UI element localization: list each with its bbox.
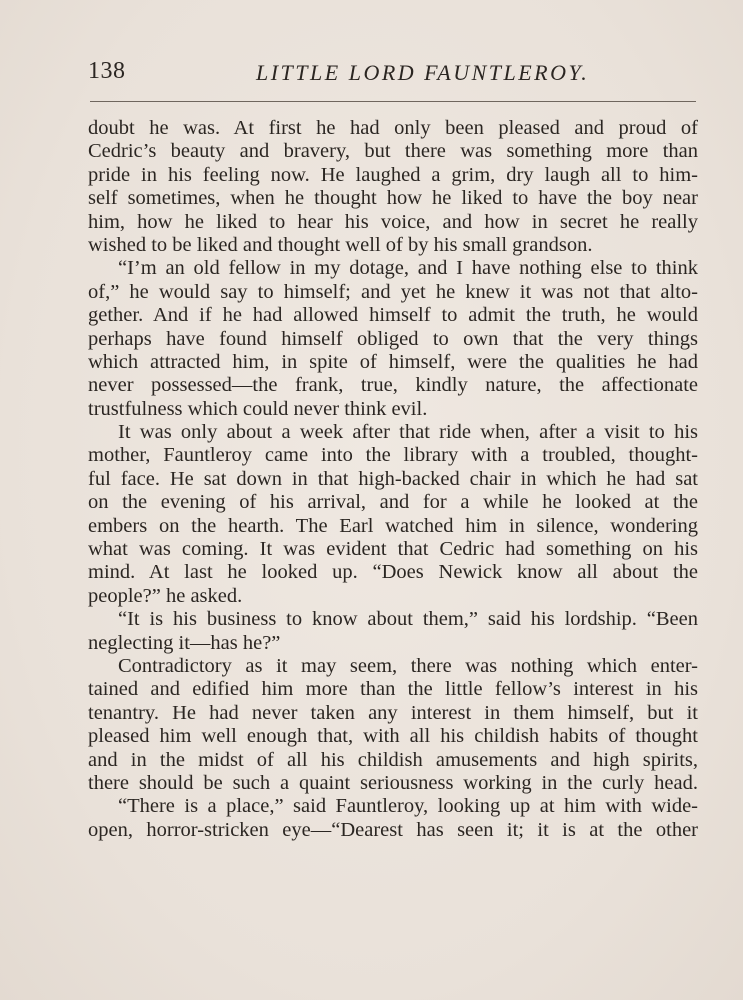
text-line: never possessed—the frank, true, kindly nature, the affectionate [88,374,698,397]
text-line: neglecting it—has he?” [88,631,281,654]
text-line: tained and edified him more than the little fellow’s interest in his [88,678,698,701]
text-line: It was only about a week after that ride when, after a visit to his [118,421,698,444]
text-line: tenantry. He had never taken any interest in them himself, but it [88,701,698,724]
text-line: “I’m an old fellow in my dotage, and I have nothing else to think [118,257,698,280]
text-line: and in the midst of all his childish amusements and high spirits, [88,748,698,771]
text-line: pride in his feeling now. He laughed a grim, dry laugh all to him- [88,163,698,186]
text-line: on the evening of his arrival, and for a while he looked at the [88,491,698,514]
text-line: ful face. He sat down in that high-backed chair in which he had sat [88,467,698,490]
text-line: trustfulness which could never think evil. [88,397,428,420]
text-line: there should be such a quaint seriousness working in the curly head. [88,771,698,794]
text-line: what was coming. It was evident that Cedric had something on his [88,538,698,561]
text-line: open, horror-stricken eye—“Dearest has seen it; it is at the other [88,818,698,841]
text-line: mind. At last he looked up. “Does Newick know all about the [88,561,698,584]
text-line: people?” he asked. [88,584,243,607]
text-line: Cedric’s beauty and bravery, but there was something more than [88,140,698,163]
body-text [88,117,698,842]
text-line: doubt he was. At first he had only been pleased and proud of [88,117,698,139]
page-header [88,58,700,92]
page-number: 138 [88,58,126,84]
text-line: wished to be liked and thought well of by his small grandson. [88,233,593,256]
text-line: perhaps have found himself obliged to own that the very things [88,327,698,350]
text-line: of,” he would say to himself; and yet he knew it was not that alto- [88,280,698,303]
text-line: “There is a place,” said Fauntleroy, looking up at him with wide- [118,795,698,818]
text-line: mother, Fauntleroy came into the library with a troubled, thought- [88,444,698,467]
text-line: self sometimes, when he thought how he liked to have the boy near [88,187,698,210]
text-line: him, how he liked to hear his voice, and how in secret he really [88,210,698,233]
text-line: which attracted him, in spite of himself, were the qualities he had [88,350,698,373]
text-line: Contradictory as it may seem, there was nothing which enter- [118,654,698,677]
header-rule [90,101,696,102]
text-line: pleased him well enough that, with all his childish habits of thought [88,725,698,748]
text-line: embers on the hearth. The Earl watched him in silence, wondering [88,514,698,537]
text-line: “It is his business to know about them,” said his lordship. “Been [118,608,698,631]
text-line: gether. And if he had allowed himself to admit the truth, he would [88,304,698,327]
running-title: LITTLE LORD FAUNTLEROY. [256,60,590,85]
